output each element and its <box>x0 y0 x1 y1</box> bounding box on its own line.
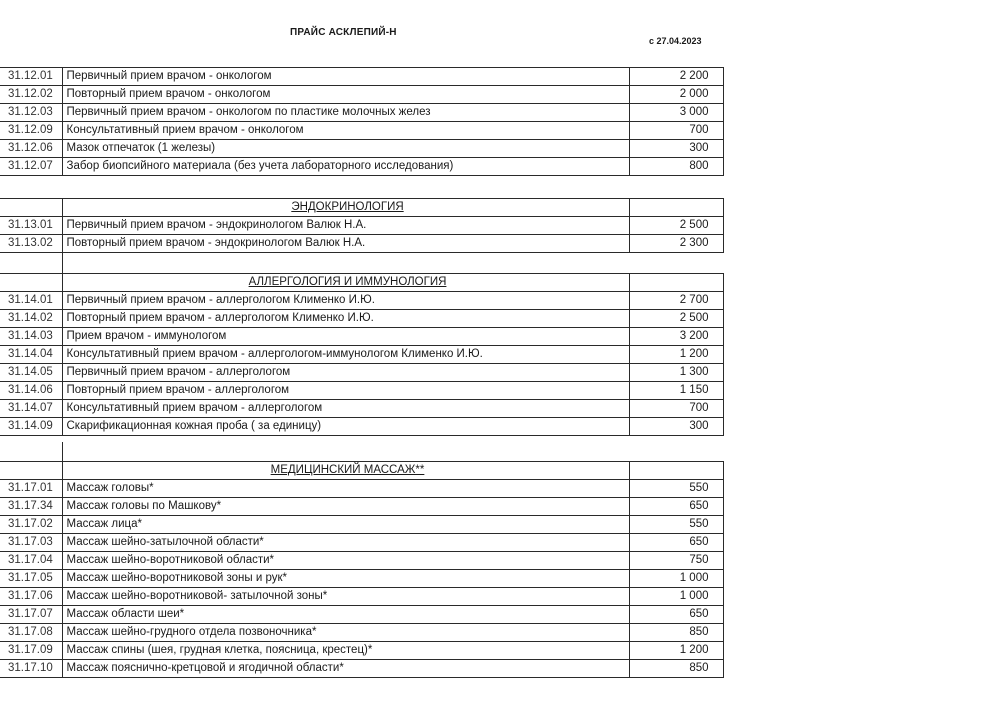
price-cell: 2 700 <box>629 292 723 310</box>
service-name: Массаж пояснично-кретцовой и ягодичной области* <box>62 660 629 678</box>
gap-divider <box>62 235 63 273</box>
table-row <box>0 552 723 570</box>
table-row <box>0 104 723 122</box>
allergology-table <box>0 273 724 436</box>
price-cell: 850 <box>629 624 723 642</box>
price-cell: 1 150 <box>629 382 723 400</box>
service-name: Консультативный прием врачом - онкологом <box>62 122 629 140</box>
section-heading: ЭНДОКРИНОЛОГИЯ <box>62 199 629 217</box>
section-heading: МЕДИЦИНСКИЙ МАССАЖ** <box>62 462 629 480</box>
price-cell: 2 000 <box>629 86 723 104</box>
code-cell: 31.12.09 <box>0 122 62 140</box>
code-cell: 31.14.04 <box>0 346 62 364</box>
code-cell: 31.17.07 <box>0 606 62 624</box>
service-name: Консультативный прием врачом - аллергологом <box>62 400 629 418</box>
service-name: Массаж шейно-грудного отдела позвоночника* <box>62 624 629 642</box>
price-cell: 3 200 <box>629 328 723 346</box>
price-cell: 300 <box>629 140 723 158</box>
table-row <box>0 400 723 418</box>
code-cell: 31.14.01 <box>0 292 62 310</box>
service-name: Консультативный прием врачом - аллергологом-иммунологом Клименко И.Ю. <box>62 346 629 364</box>
code-cell: 31.12.06 <box>0 140 62 158</box>
endocrinology-table <box>0 198 724 253</box>
price-cell: 1 000 <box>629 570 723 588</box>
price-cell: 700 <box>629 122 723 140</box>
code-cell: 31.17.09 <box>0 642 62 660</box>
table-row <box>0 480 723 498</box>
code-cell: 31.12.01 <box>0 68 62 86</box>
price-cell: 650 <box>629 534 723 552</box>
service-name: Массаж шейно-воротниковой- затылочной зоны* <box>62 588 629 606</box>
table-row <box>0 534 723 552</box>
code-cell: 31.14.09 <box>0 418 62 436</box>
service-name: Скарификационная кожная проба ( за единицу) <box>62 418 629 436</box>
table-row <box>0 570 723 588</box>
price-list-title: ПРАЙС АСКЛЕПИЙ-Н <box>290 27 397 38</box>
code-cell <box>0 199 62 217</box>
code-cell: 31.17.01 <box>0 480 62 498</box>
section-heading: АЛЛЕРГОЛОГИЯ И ИММУНОЛОГИЯ <box>62 274 629 292</box>
code-cell: 31.17.10 <box>0 660 62 678</box>
table-row <box>0 364 723 382</box>
code-cell: 31.12.07 <box>0 158 62 176</box>
code-cell: 31.17.04 <box>0 552 62 570</box>
service-name: Массаж шейно-воротниковой области* <box>62 552 629 570</box>
price-cell: 650 <box>629 498 723 516</box>
table-row <box>0 122 723 140</box>
table-row <box>0 68 723 86</box>
code-cell: 31.17.05 <box>0 570 62 588</box>
table-row <box>0 235 723 253</box>
code-cell: 31.14.05 <box>0 364 62 382</box>
service-name: Повторный прием врачом - аллергологом <box>62 382 629 400</box>
price-cell: 800 <box>629 158 723 176</box>
price-cell <box>629 274 723 292</box>
service-name: Первичный прием врачом - онкологом <box>62 68 629 86</box>
table-row <box>0 86 723 104</box>
section-heading-row <box>0 462 723 480</box>
code-cell: 31.14.07 <box>0 400 62 418</box>
oncology-table <box>0 67 724 176</box>
code-cell: 31.13.01 <box>0 217 62 235</box>
code-cell: 31.17.08 <box>0 624 62 642</box>
service-name: Первичный прием врачом - эндокринологом Валюк Н.А. <box>62 217 629 235</box>
gap-divider <box>62 442 63 461</box>
code-cell: 31.17.02 <box>0 516 62 534</box>
price-cell <box>629 462 723 480</box>
service-name: Прием врачом - иммунологом <box>62 328 629 346</box>
table-row <box>0 642 723 660</box>
service-name: Массаж головы по Машкову* <box>62 498 629 516</box>
price-cell: 3 000 <box>629 104 723 122</box>
code-cell: 31.12.02 <box>0 86 62 104</box>
code-cell: 31.14.06 <box>0 382 62 400</box>
price-cell: 550 <box>629 480 723 498</box>
price-cell: 850 <box>629 660 723 678</box>
price-cell: 2 300 <box>629 235 723 253</box>
section-heading-row <box>0 199 723 217</box>
table-row <box>0 217 723 235</box>
table-row <box>0 140 723 158</box>
code-cell: 31.14.03 <box>0 328 62 346</box>
code-cell: 31.17.03 <box>0 534 62 552</box>
service-name: Повторный прием врачом - аллергологом Клименко И.Ю. <box>62 310 629 328</box>
effective-date: с 27.04.2023 <box>649 36 702 46</box>
price-cell: 1 300 <box>629 364 723 382</box>
table-row <box>0 346 723 364</box>
table-row <box>0 328 723 346</box>
table-row <box>0 418 723 436</box>
table-row <box>0 382 723 400</box>
massage-table <box>0 461 724 678</box>
service-name: Массаж области шеи* <box>62 606 629 624</box>
service-name: Забор биопсийного материала (без учета лабораторного исследования) <box>62 158 629 176</box>
price-cell: 1 000 <box>629 588 723 606</box>
service-name: Повторный прием врачом - онкологом <box>62 86 629 104</box>
price-cell: 1 200 <box>629 346 723 364</box>
service-name: Повторный прием врачом - эндокринологом Валюк Н.А. <box>62 235 629 253</box>
table-row <box>0 292 723 310</box>
service-name: Массаж лица* <box>62 516 629 534</box>
price-cell: 2 200 <box>629 68 723 86</box>
price-cell: 2 500 <box>629 310 723 328</box>
service-name: Массаж шейно-затылочной области* <box>62 534 629 552</box>
table-row <box>0 588 723 606</box>
code-cell: 31.17.06 <box>0 588 62 606</box>
service-name: Массаж головы* <box>62 480 629 498</box>
service-name: Мазок отпечаток (1 железы) <box>62 140 629 158</box>
service-name: Первичный прием врачом - аллергологом Клименко И.Ю. <box>62 292 629 310</box>
service-name: Первичный прием врачом - онкологом по пластике молочных желез <box>62 104 629 122</box>
table-row <box>0 606 723 624</box>
table-row <box>0 660 723 678</box>
code-cell: 31.12.03 <box>0 104 62 122</box>
code-cell <box>0 462 62 480</box>
service-name: Массаж шейно-воротниковой зоны и рук* <box>62 570 629 588</box>
table-row <box>0 516 723 534</box>
price-cell <box>629 199 723 217</box>
price-cell: 750 <box>629 552 723 570</box>
price-cell: 1 200 <box>629 642 723 660</box>
code-cell: 31.14.02 <box>0 310 62 328</box>
section-heading-row <box>0 274 723 292</box>
price-cell: 300 <box>629 418 723 436</box>
table-row <box>0 498 723 516</box>
price-cell: 2 500 <box>629 217 723 235</box>
price-cell: 550 <box>629 516 723 534</box>
price-cell: 700 <box>629 400 723 418</box>
table-row <box>0 158 723 176</box>
code-cell: 31.13.02 <box>0 235 62 253</box>
service-name: Массаж спины (шея, грудная клетка, поясница, крестец)* <box>62 642 629 660</box>
price-cell: 650 <box>629 606 723 624</box>
code-cell: 31.17.34 <box>0 498 62 516</box>
service-name: Первичный прием врачом - аллергологом <box>62 364 629 382</box>
table-row <box>0 310 723 328</box>
table-row <box>0 624 723 642</box>
code-cell <box>0 274 62 292</box>
